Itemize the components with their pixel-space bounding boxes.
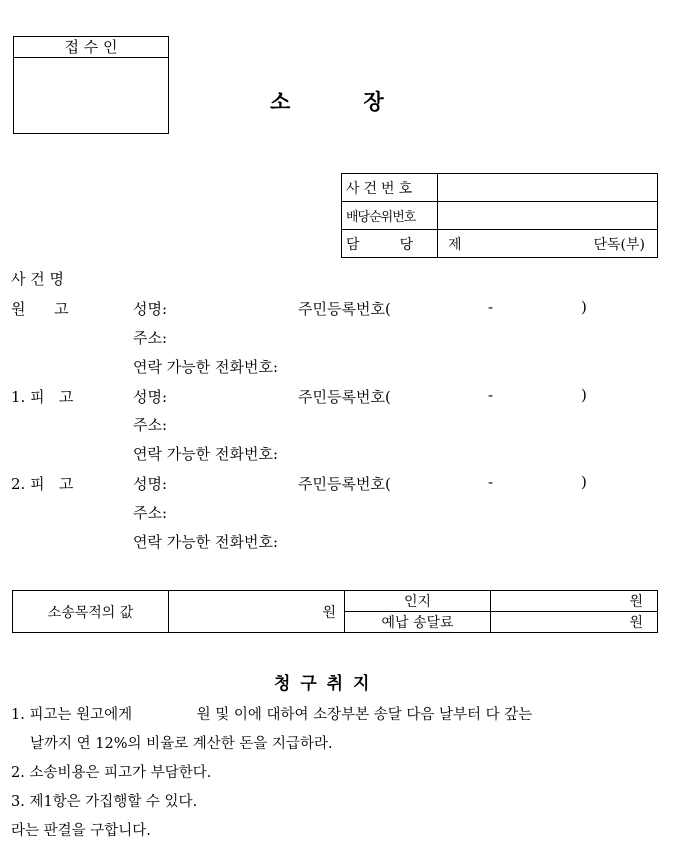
case-number-value[interactable] (438, 174, 658, 202)
assignment-number-label: 배당순위번호 (342, 202, 438, 230)
claim-item-1: 1. 피고는 원고에게 원 및 이에 대하여 소장부본 송달 다음 날부터 다 갚는 (11, 707, 533, 723)
plaintiff-rrn-label: 주민등록번호( (298, 300, 391, 318)
charge-label: 담 당 (342, 230, 438, 258)
defendant-2-rrn-dash: - (488, 473, 494, 491)
charge-suffix: 단독(부) (593, 236, 645, 253)
defendant-1-name-label: 성명: (133, 388, 168, 406)
postage-amount[interactable] (491, 612, 658, 633)
stamp-won: 원 (629, 594, 643, 610)
claims-closing: 라는 판결을 구합니다. (11, 823, 151, 839)
plaintiff-phone-label: 연락 가능한 전화번호: (133, 358, 279, 376)
postage-won: 원 (629, 615, 643, 631)
defendant-2-label: 2. 피 고 (11, 475, 74, 493)
claim-value-won: 원 (322, 604, 336, 621)
reception-stamp-header (14, 37, 168, 58)
defendant-2-rrn-close: ) (581, 473, 587, 491)
charge-value[interactable] (438, 230, 658, 258)
charge-prefix: 제 (448, 236, 462, 253)
claim-item-3: 3. 제1항은 가집행할 수 있다. (11, 794, 198, 810)
claims-heading: 청 구 취 지 (274, 674, 372, 694)
plaintiff-rrn-close: ) (581, 298, 587, 316)
defendant-1-rrn-close: ) (581, 386, 587, 404)
postage-label: 예납 송달료 (345, 612, 491, 633)
claim-value-table (12, 590, 658, 633)
plaintiff-label: 원 고 (11, 300, 69, 318)
defendant-1-label: 1. 피 고 (11, 388, 74, 406)
claim-value-amount[interactable] (169, 591, 345, 633)
plaintiff-address-label: 주소: (133, 329, 168, 347)
defendant-2-rrn-label: 주민등록번호( (298, 475, 391, 493)
defendant-1-rrn-dash: - (488, 386, 494, 404)
stamp-amount[interactable] (491, 591, 658, 612)
defendant-1-rrn-label: 주민등록번호( (298, 388, 391, 406)
reception-stamp-box (13, 36, 169, 134)
plaintiff-rrn-dash: - (488, 298, 494, 316)
claim-item-1-continued: 날까지 연 12%의 비율로 계산한 돈을 지급하라. (30, 736, 333, 752)
defendant-1-phone-label: 연락 가능한 전화번호: (133, 445, 279, 463)
defendant-2-name-label: 성명: (133, 475, 168, 493)
stamp-label: 인지 (345, 591, 491, 612)
defendant-2-address-label: 주소: (133, 504, 168, 522)
defendant-2-phone-label: 연락 가능한 전화번호: (133, 533, 279, 551)
case-info-table (341, 173, 658, 258)
claim-item-2: 2. 소송비용은 피고가 부담한다. (11, 765, 212, 781)
assignment-number-value[interactable] (438, 202, 658, 230)
claim-value-label: 소송목적의 값 (13, 591, 169, 633)
case-name-label: 사 건 명 (11, 270, 65, 288)
defendant-1-address-label: 주소: (133, 416, 168, 434)
case-number-label: 사건번호 (342, 174, 438, 202)
document-title: 소 장 (270, 89, 384, 114)
reception-stamp-label: 접 수 인 (64, 38, 118, 56)
plaintiff-name-label: 성명: (133, 300, 168, 318)
